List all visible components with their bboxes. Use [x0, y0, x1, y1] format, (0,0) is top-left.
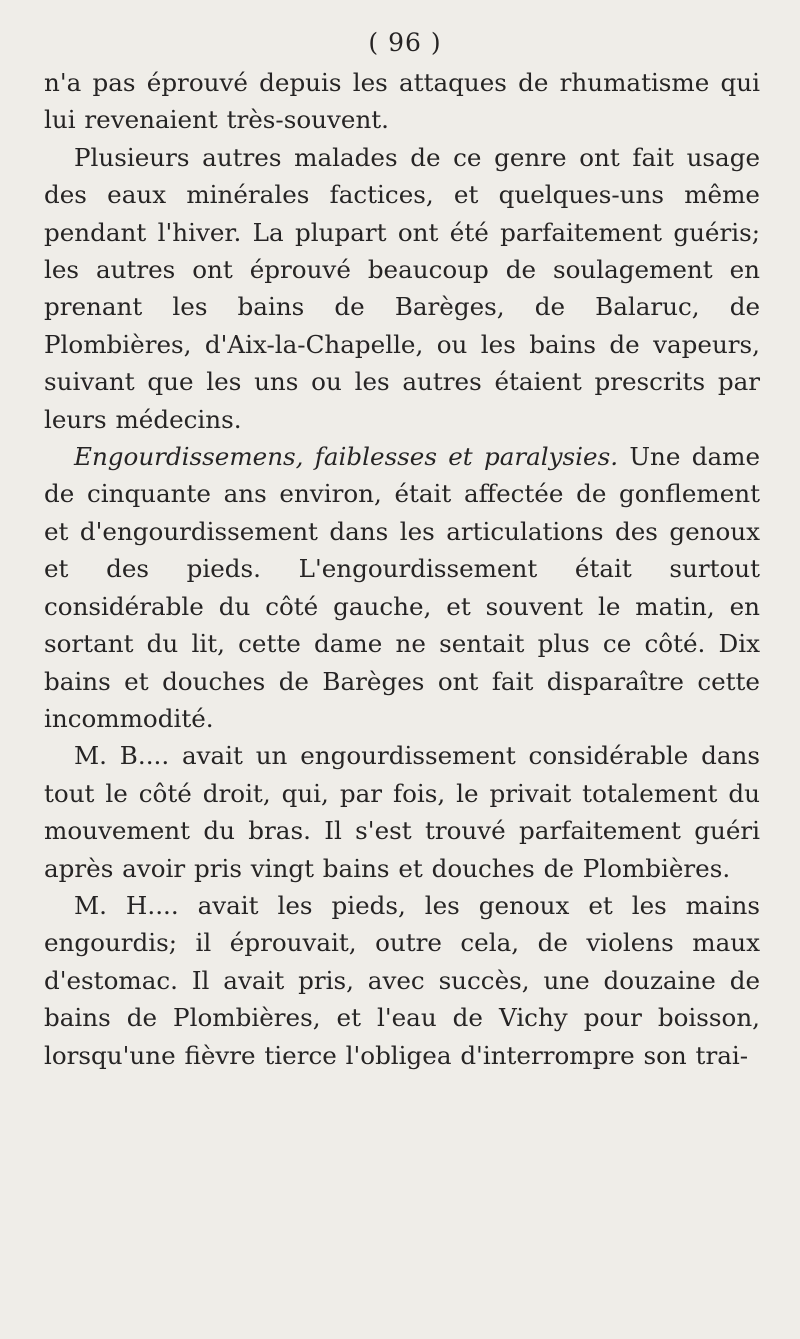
section-title: Engourdissemens, faiblesses et paralysies.	[74, 442, 619, 472]
paragraph-text: Plusieurs autres malades de ce genre ont fait usage des eaux minérales factices, et quelques-uns même pendant l'hiver. La plupart ont été parfaitement guéris; les autres ont éprouvé beaucoup de soulagement en prenant les bains de Barèges, de Balaruc, de Plombières, d'Aix-la-Chapelle, ou les bains de vapeurs, suivant que les uns ou les autres étaient prescrits par leurs médecins.	[44, 142, 760, 434]
paragraph-text: M. B.... avait un engourdissement considérable dans tout le côté droit, qui, par fois, le privait totalement du mouvement du bras. Il s'est trouvé parfaitement guéri après avoir pris vingt bains et douches de Plombières.	[44, 741, 760, 883]
paragraph-m-b	[44, 737, 760, 887]
paragraph-text: Une dame de cinquante ans environ, était affectée de gonflement et d'engourdissement dans les articulations des genoux et des pieds. L'engourdissement était surtout considérable du côté gauche, et souvent le matin, en sortant du lit, cette dame ne sentait plus ce côté. Dix bains et douches de Barèges ont fait disparaître cette incommodité.	[44, 442, 760, 733]
paragraph-continuation	[44, 64, 760, 139]
page-number: ( 96 )	[368, 28, 442, 57]
paragraph-engourdissemens	[44, 438, 760, 737]
paragraph-text: n'a pas éprouvé depuis les attaques de rhumatisme qui lui revenaient très-souvent.	[44, 68, 760, 135]
paragraph-m-h	[44, 887, 760, 1074]
paragraph-eaux-minerales	[44, 139, 760, 438]
paragraph-text: M. H.... avait les pieds, les genoux et les mains engourdis; il éprouvait, outre cela, de violens maux d'estomac. Il avait pris, avec succès, une douzaine de bains de Plombières, et l'eau de Vichy pour boisson, lorsqu'une fièvre tierce l'obligea d'interrompre son trai-	[44, 890, 760, 1070]
